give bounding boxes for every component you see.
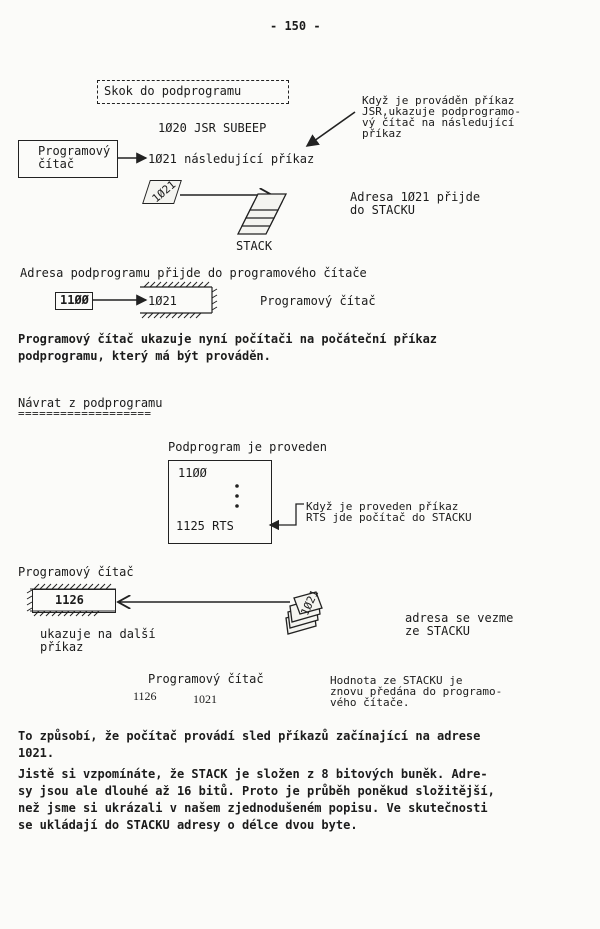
hatch-counter-2 [27, 584, 116, 616]
counter-value-2: 1126 [55, 593, 84, 607]
counter-label-3: Programový čítač [148, 672, 264, 686]
note-arrow [307, 112, 355, 146]
hatch-top-1 [144, 282, 209, 287]
counter-hatching-1 [140, 287, 212, 313]
program-counter-label-2: čítač [38, 157, 75, 171]
subroutine-dots [235, 484, 239, 508]
address-card-value: 1Ø21 [149, 178, 179, 206]
counter-box-label: Programový čítač [260, 294, 376, 308]
subroutine-address-value: 11ØØ [60, 293, 89, 307]
stack-icon [238, 194, 286, 234]
hatch-bottom-1 [142, 313, 201, 318]
section2-underline: =================== [18, 407, 152, 420]
counter-label-2: Programový čítač [18, 565, 134, 579]
hatch-right-1 [212, 289, 217, 310]
next-instruction: 1Ø21 následující příkaz [148, 152, 315, 166]
jsr-instruction: 1Ø20 JSR SUBEEP [158, 121, 267, 135]
page-number: - 150 - [270, 19, 321, 33]
new-counter-value: 1021 [193, 692, 217, 706]
subroutine-done-label: Podprogram je proveden [168, 440, 327, 454]
program-counter-label-1: Programový [38, 144, 111, 158]
subroutine-end: 1125 RTS [176, 519, 234, 533]
stack-label: STACK [236, 239, 273, 253]
subroutine-start: 11ØØ [178, 466, 207, 480]
rts-bracket [270, 504, 304, 525]
section2-title: Návrat z podprogramu [18, 396, 163, 410]
stack-card-value: 1Ø21 [298, 588, 322, 618]
old-counter-value: 1126 [133, 689, 157, 703]
counter-value: 1Ø21 [148, 294, 177, 308]
subroutine-address-text: Adresa podprogramu přijde do programového čítače [20, 266, 367, 280]
section-title: Skok do podprogramu [104, 84, 242, 98]
